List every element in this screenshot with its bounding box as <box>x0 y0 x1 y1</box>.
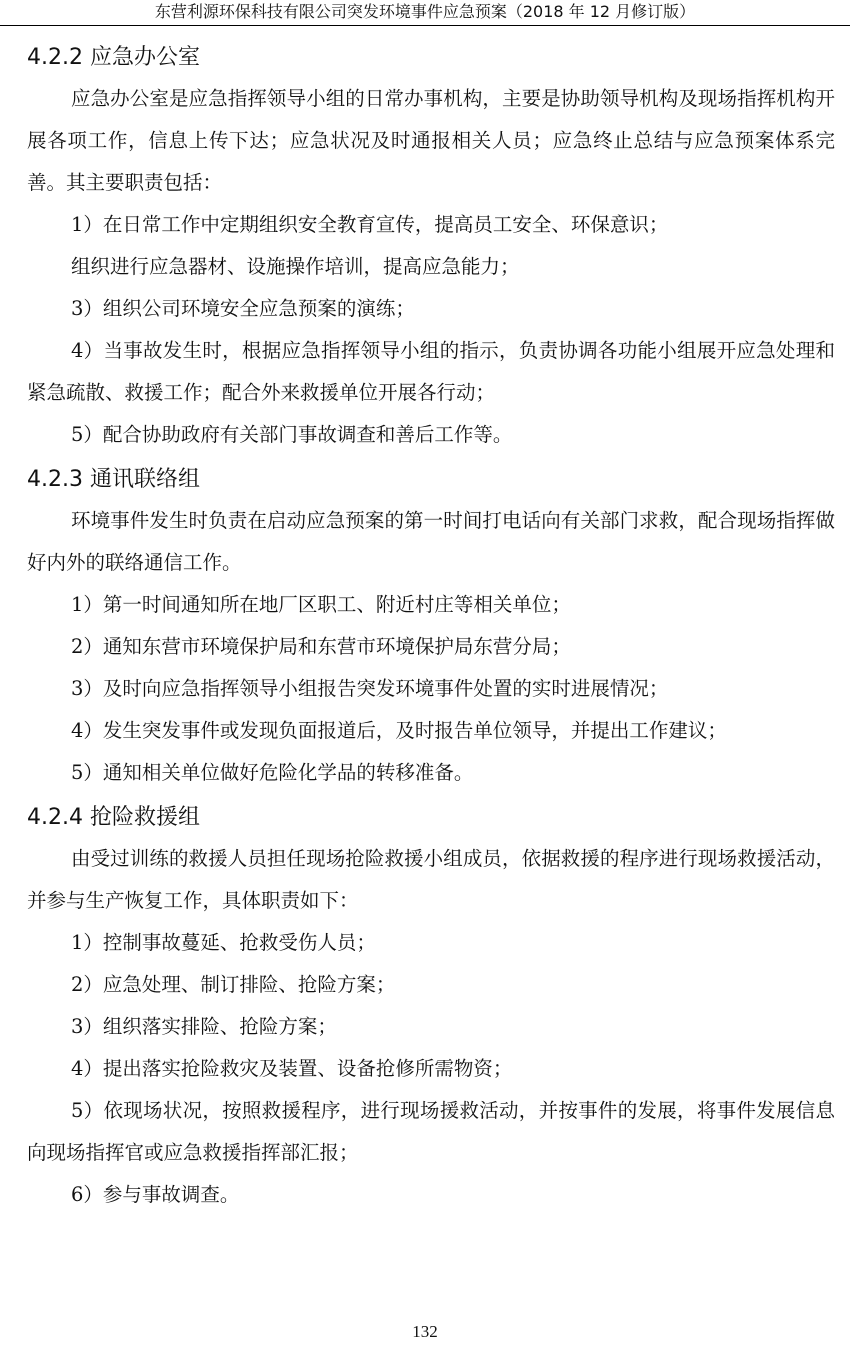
document-title: 东营利源环保科技有限公司突发环境事件应急预案（2018 年 12 月修订版） <box>154 2 696 21</box>
section-heading: 4.2.3 通讯联络组 <box>27 467 200 492</box>
list-item: 3）组织公司环境安全应急预案的演练； <box>71 297 415 320</box>
list-item: 6）参与事故调查。 <box>71 1183 240 1206</box>
page-header <box>0 0 850 26</box>
section-rescue-group <box>27 798 835 1216</box>
section-communication-group <box>27 460 835 794</box>
list-item: 组织进行应急器材、设施操作培训，提高应急能力； <box>71 255 520 278</box>
paragraph: 应急办公室是应急指挥领导小组的日常办事机构，主要是协助领导机构及现场指挥机构开展各项工作，信息上传下达；应急状况及时通报相关人员；应急终止总结与应急预案体系完善。其主要职责包括： <box>27 87 835 194</box>
page-number: 132 <box>412 1322 438 1341</box>
list-item: 3）组织落实排险、抢险方案； <box>71 1015 337 1038</box>
paragraph: 环境事件发生时负责在启动应急预案的第一时间打电话向有关部门求救，配合现场指挥做好内外的联络通信工作。 <box>27 509 835 574</box>
list-item: 1）第一时间通知所在地厂区职工、附近村庄等相关单位； <box>71 593 571 616</box>
list-item: 4）当事故发生时，根据应急指挥领导小组的指示，负责协调各功能小组展开应急处理和紧急疏散、救援工作；配合外来救援单位开展各行动； <box>27 339 835 404</box>
section-emergency-office <box>27 38 835 456</box>
list-item: 4）提出落实抢险救灾及装置、设备抢修所需物资； <box>71 1057 513 1080</box>
list-item: 2）应急处理、制订排险、抢险方案； <box>71 973 396 996</box>
list-item: 3）及时向应急指挥领导小组报告突发环境事件处置的实时进展情况； <box>71 677 669 700</box>
section-heading: 4.2.4 抢险救援组 <box>27 805 200 830</box>
list-item: 5）通知相关单位做好危险化学品的转移准备。 <box>71 761 474 784</box>
list-item: 5）依现场状况，按照救援程序，进行现场援救活动，并按事件的发展，将事件发展信息向现场指挥官或应急救援指挥部汇报； <box>27 1099 835 1164</box>
section-heading: 4.2.2 应急办公室 <box>27 45 200 70</box>
list-item: 5）配合协助政府有关部门事故调查和善后工作等。 <box>71 423 513 446</box>
list-item: 1）控制事故蔓延、抢救受伤人员； <box>71 931 376 954</box>
list-item: 2）通知东营市环境保护局和东营市环境保护局东营分局； <box>71 635 571 658</box>
document-body <box>27 38 835 1216</box>
list-item: 1）在日常工作中定期组织安全教育宣传，提高员工安全、环保意识； <box>71 213 669 236</box>
paragraph: 由受过训练的救援人员担任现场抢险救援小组成员，依据救援的程序进行现场救援活动，并参与生产恢复工作，具体职责如下： <box>27 847 835 912</box>
list-item: 4）发生突发事件或发现负面报道后，及时报告单位领导，并提出工作建议； <box>71 719 727 742</box>
